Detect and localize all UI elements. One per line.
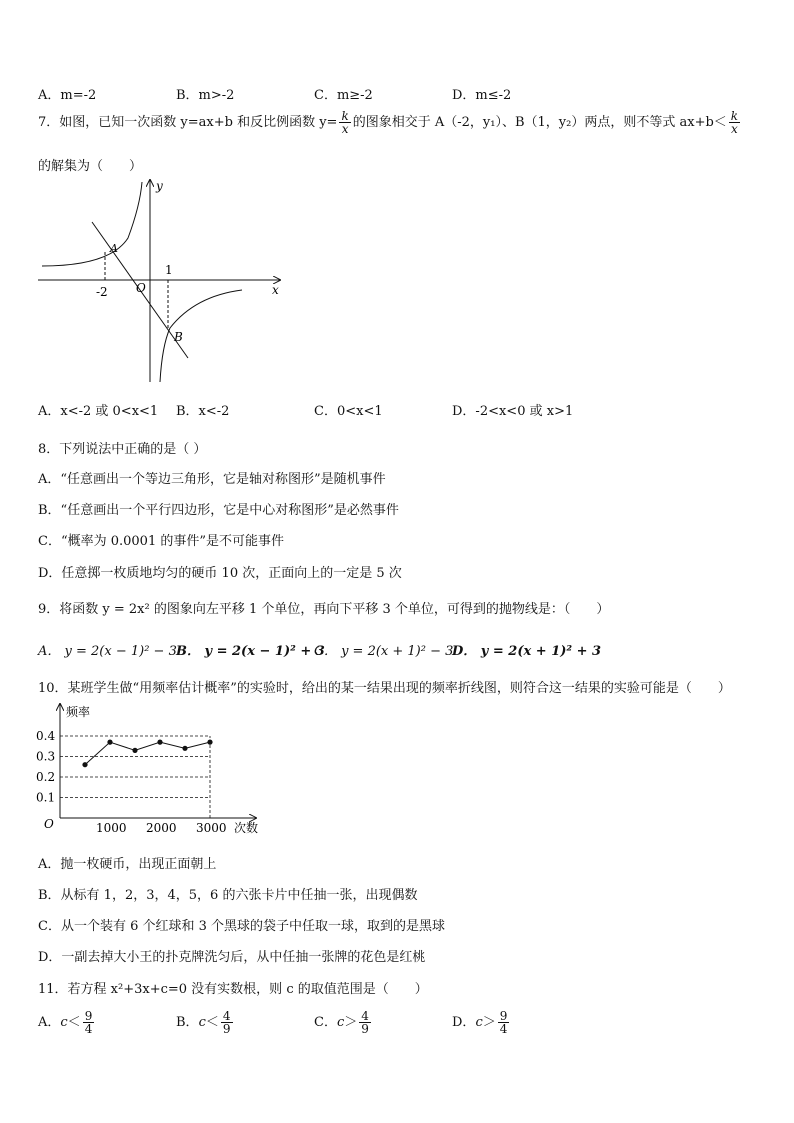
chart-y-tick-label: 0.2 xyxy=(36,770,56,784)
q7-stem-part1: 7．如图，已知一次函数 y=ax+b 和反比例函数 y= xyxy=(38,115,338,130)
option-prefix: C． xyxy=(314,1015,337,1030)
option-variable: c xyxy=(336,1015,345,1030)
chart-x-title: 次数 xyxy=(234,821,259,835)
chart-data-point xyxy=(207,740,212,745)
q7-option-a: A．x<-2 或 0<x<1 xyxy=(38,404,159,419)
q8-option-c: C．“概率为 0.0001 的事件”是不可能事件 xyxy=(38,534,284,549)
graph-tick-1: 1 xyxy=(165,263,173,277)
option-variable: c xyxy=(198,1015,206,1030)
graph-origin-label: O xyxy=(136,281,146,295)
chart-data-point xyxy=(107,740,112,745)
q7-fraction-k-over-x: $\frac{k}{x}$ xyxy=(341,109,349,136)
q10-option-c: C．从一个装有 6 个红球和 3 个黑球的袋子中任取一球，取到的是黑球 xyxy=(38,919,446,934)
q10-option-b: B．从标有 1，2，3，4，5，6 的六张卡片中任抽一张，出现偶数 xyxy=(38,888,418,903)
q7-option-b: B．x<-2 xyxy=(176,404,230,419)
chart-y-tick-label: 0.4 xyxy=(36,729,56,743)
chart-x-tick-label: 3000 xyxy=(196,821,227,835)
q11-option-b xyxy=(176,1010,235,1035)
graph-point-a: A xyxy=(110,242,118,255)
option-variable: c xyxy=(475,1015,483,1030)
option-operator: ＞ xyxy=(482,1015,496,1030)
chart-y-tick-label: 0.3 xyxy=(36,749,56,764)
q10-option-a: A．抛一枚硬币，出现正面朝上 xyxy=(38,857,217,872)
chart-x-tick-label: 1000 xyxy=(96,821,127,835)
q6-option-c: C．m≥-2 xyxy=(314,88,373,103)
q11-option-c xyxy=(314,1010,373,1035)
q6-option-d: D．m≤-2 xyxy=(452,88,512,103)
chart-data-point xyxy=(132,748,137,753)
q7-stem xyxy=(38,110,742,135)
chart-x-tick-label: 2000 xyxy=(146,821,177,835)
q9-option-c: C． y = 2(x + 1)² − 3 xyxy=(314,644,454,659)
q10-frequency-chart xyxy=(30,700,270,840)
chart-y-title: 频率 xyxy=(66,705,91,719)
hyperbola-branch-upper-left xyxy=(42,182,142,266)
q10-option-d: D．一副去掉大小王的扑克牌洗匀后，从中任抽一张牌的花色是红桃 xyxy=(38,950,426,965)
q11-option-d xyxy=(452,1010,511,1035)
chart-data-point xyxy=(82,762,87,767)
q10-stem: 10．某班学生做“用频率估计概率”的实验时，给出的某一结果出现的频率折线图，则符合这一结果的实验可能是（ ） xyxy=(38,681,731,696)
option-prefix: B． xyxy=(176,1015,199,1030)
q9-option-d: D． y = 2(x + 1)² + 3 xyxy=(452,644,602,659)
q7-function-graph xyxy=(30,176,290,386)
q6-option-a: A．m=-2 xyxy=(38,88,97,103)
q7-stem-part2: 的图象相交于 A（-2，y₁）、B（1，y₂）两点，则不等式 ax+b＜ xyxy=(352,115,727,130)
graph-tick-neg2: -2 xyxy=(96,285,108,299)
option-variable: c xyxy=(60,1015,68,1030)
option-prefix: A． xyxy=(38,1015,61,1030)
option-fraction: $\frac{9}{4}$ xyxy=(84,1009,93,1036)
q11-option-a xyxy=(38,1010,96,1035)
q9-stem: 9．将函数 y = 2x² 的图象向左平移 1 个单位，再向下平移 3 个单位，可得到的抛物线是：（ ） xyxy=(38,602,610,617)
q9-option-a: A． y = 2(x − 1)² − 3 xyxy=(38,644,177,659)
q6-option-b: B．m>-2 xyxy=(176,88,235,103)
q8-option-b: B．“任意画出一个平行四边形，它是中心对称图形”是必然事件 xyxy=(38,503,399,518)
option-prefix: D． xyxy=(452,1015,476,1030)
option-operator: ＞ xyxy=(344,1015,358,1030)
chart-data-point xyxy=(157,740,162,745)
graph-x-label: x xyxy=(272,283,279,297)
q7-option-d: D．-2<x<0 或 x>1 xyxy=(452,404,574,419)
q11-stem: 11．若方程 x²+3x+c=0 没有实数根，则 c 的取值范围是（ ） xyxy=(38,982,428,997)
graph-point-b: B xyxy=(174,330,183,344)
option-fraction: $\frac{4}{9}$ xyxy=(361,1009,369,1036)
q7-option-c: C．0<x<1 xyxy=(314,404,383,419)
chart-y-tick-label: 0.1 xyxy=(36,790,56,805)
q8-option-d: D．任意掷一枚质地均匀的硬币 10 次，正面向上的一定是 5 次 xyxy=(38,566,402,581)
chart-origin: O xyxy=(44,817,54,831)
option-fraction: $\frac{4}{9}$ xyxy=(222,1009,231,1036)
q8-stem: 8．下列说法中正确的是（ ） xyxy=(38,442,207,457)
q7-fraction-k-over-x-2: $\frac{k}{x}$ xyxy=(730,109,739,136)
q9-option-b: B． y = 2(x − 1)² + 3 xyxy=(176,644,325,659)
option-fraction: $\frac{9}{4}$ xyxy=(499,1009,508,1036)
chart-data-point xyxy=(182,746,187,751)
q7-stem-line2: 的解集为（ ） xyxy=(38,159,143,174)
graph-y-label: y xyxy=(156,179,163,193)
option-operator: ＜ xyxy=(205,1015,219,1030)
frequency-line xyxy=(85,742,210,765)
q8-option-a: A．“任意画出一个等边三角形，它是轴对称图形”是随机事件 xyxy=(38,472,386,487)
option-operator: ＜ xyxy=(67,1015,81,1030)
